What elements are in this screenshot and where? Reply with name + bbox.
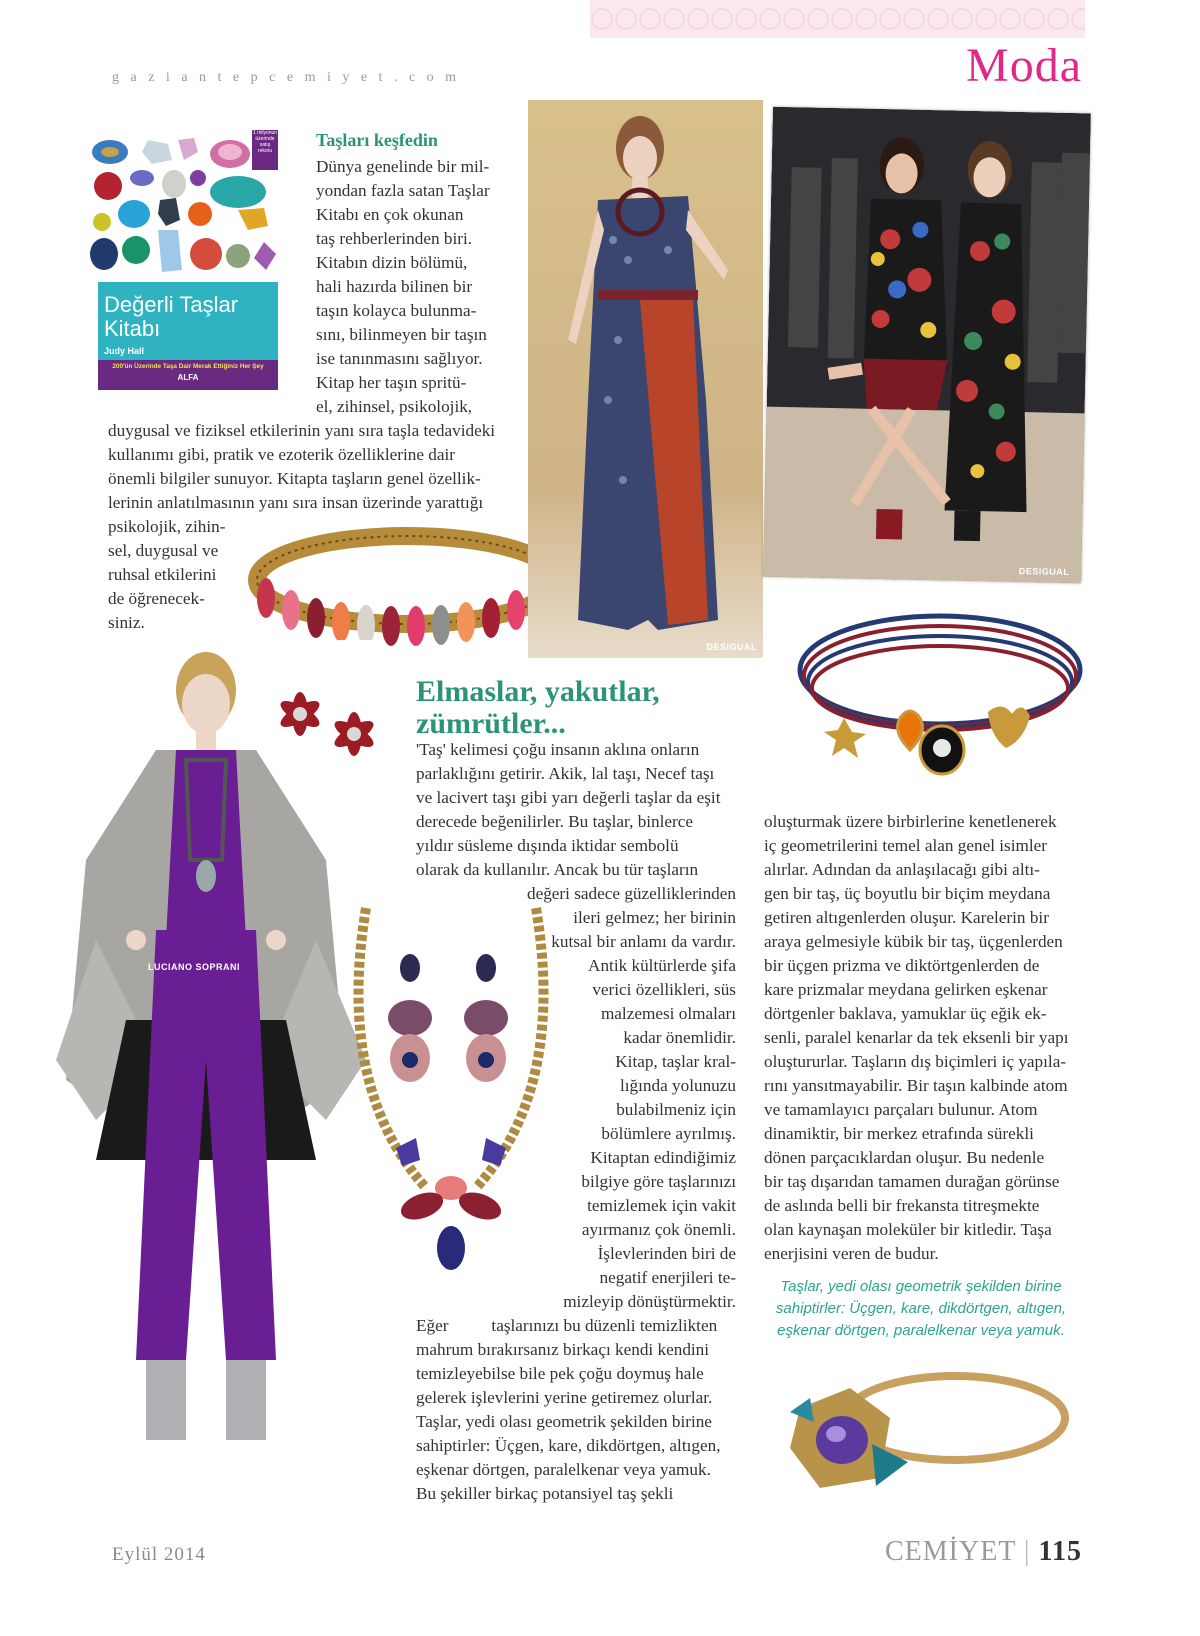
site-url: gaziantepcemiyet.com	[112, 70, 468, 85]
footer-brand-block	[885, 1536, 1082, 1568]
text-line: lerinin anlatılmasının yanı sıra insan üzerinde yarattığı	[108, 493, 484, 512]
text-line: bilgiye göre taşlarınızı	[581, 1172, 736, 1191]
text-line: lığında yolunuzu	[620, 1076, 736, 1095]
article2-col1-top	[416, 738, 736, 882]
runway-photo-1	[528, 100, 763, 658]
text-line: enerjisini veren de budur.	[764, 1244, 939, 1263]
text-line: de öğrenecek-	[108, 589, 205, 608]
text-line: Dünya genelinde bir mil-	[316, 157, 490, 176]
text-line: kutsal bir anlamı da vardır.	[551, 932, 736, 951]
text-line: taşın kolayca bulunma-	[316, 301, 477, 320]
pull-quote-line: Taşlar, yedi olası geometrik şekilden birine	[780, 1278, 1062, 1295]
text-line: malzemesi olmaları	[600, 1004, 736, 1023]
text-line: dinamiktir, bir merkez etrafında sürekli	[764, 1124, 1034, 1143]
text-line: değeri sadece güzelliklerinden	[526, 884, 736, 903]
text-line: Kitap, taşlar kral-	[615, 1052, 736, 1071]
text-line: olarak da kullanılır. Ancak bu tür taşların	[416, 860, 699, 879]
text-line: duygusal ve fiziksel etkilerinin yanı sıra taşla tedavideki	[108, 421, 496, 440]
text-line: de aslında belli bir frekansta titreşmekte	[764, 1196, 1040, 1215]
text-line: ise tanınmasını sağlıyor.	[316, 349, 483, 368]
text-line: temizlemek için vakit	[587, 1196, 736, 1215]
article2-heading-line1: Elmaslar, yakutlar,	[416, 675, 660, 708]
text-line: önemli bilgiler sunuyor. Kitapta taşların genel özellik-	[108, 469, 481, 488]
text-line: araya gelmesiyle kübik bir taş, üçgenlerden	[764, 932, 1063, 951]
text-line: bir taş dışarıdan tamamen durağan görünse	[764, 1172, 1060, 1191]
text-line: gelerek işlevlerini yerine getiremez olurlar.	[416, 1388, 713, 1407]
article2-heading-line2: zümrütler...	[416, 707, 566, 740]
text-line: mizleyip dönüştürmektir.	[563, 1292, 736, 1311]
text-line: ayırmanız çok önemli.	[581, 1220, 736, 1239]
text-line: el, zihinsel, psikolojik,	[316, 397, 473, 416]
text-line: dönen parçacıklardan oluşur. Bu nedenle	[764, 1148, 1045, 1167]
text-line: mahrum bırakırsanız birkaçı kendi kendini	[416, 1340, 710, 1359]
text-line: kadar önemlidir.	[623, 1028, 736, 1047]
page-number: 115	[1038, 1536, 1082, 1567]
text-line: rını yansıtmayabilir. Bir taşın kalbinde atom	[764, 1076, 1068, 1095]
text-line: Antik kültürlerde şifa	[588, 956, 736, 975]
article1-text-narrow-bottom	[108, 515, 238, 635]
text-line: ruhsal etkilerini	[108, 565, 217, 584]
text-line: taş rehberlerinden biri.	[316, 229, 473, 248]
text-line: Kitaptan edindiğimiz	[590, 1148, 736, 1167]
flower-earrings-image	[258, 668, 398, 783]
book-title-panel	[98, 282, 278, 390]
cord-bracelet-image	[792, 600, 1087, 785]
article1-heading: Taşları keşfedin	[316, 130, 438, 150]
text-line: sel, duygusal ve	[108, 541, 219, 560]
text-line: yondan fazla satan Taşlar	[316, 181, 490, 200]
photo-credit-2: DESIGUAL	[1018, 565, 1070, 578]
text-line: İşlevlerinden biri de	[597, 1244, 736, 1263]
book-cover	[88, 130, 278, 390]
article1-text-wide	[108, 419, 528, 515]
article2-col2	[764, 810, 1094, 1266]
ring-image	[780, 1358, 1080, 1508]
section-title: Moda	[966, 39, 1082, 92]
book-badge-text: 1 milyonun üzerinde satış rekoru	[252, 130, 278, 154]
text-line: siniz.	[108, 613, 145, 632]
text-line: senli, paralel kenarlar da tek eksenli bir yapı	[764, 1028, 1069, 1047]
text-line: Kitabın dizin bölümü,	[316, 253, 468, 272]
text-line: derecede beğenilirler. Bu taşlar, binlerce	[416, 812, 694, 831]
book-subtitle-bar	[98, 360, 278, 390]
book-subtitle: 200'ün Üzerinde Taşa Dair Merak Ettiğiniz Her Şey	[112, 363, 264, 370]
pull-quote-line: sahiptirler: Üçgen, kare, dikdörtgen, altıgen,	[775, 1300, 1067, 1317]
text-line: Kitabı en çok okunan	[316, 205, 464, 224]
article2-heading	[416, 676, 660, 740]
text-line: 'Taş' kelimesi çoğu insanın aklına onların	[416, 740, 700, 759]
text-line: Bu şekiller birkaç potansiyel taş şekli	[416, 1484, 674, 1503]
text-line: ve tamamlayıcı parçaları bulunur. Atom	[764, 1100, 1038, 1119]
text-line: eşkenar dörtgen, paralelkenar veya yamuk.	[416, 1460, 711, 1479]
text-line: hali hazırda bilinen bir	[316, 277, 473, 296]
book-author: Judy Hall	[104, 346, 145, 356]
text-line: ileri gelmez; her birinin	[573, 908, 736, 927]
article2-col1-bottom	[416, 1314, 736, 1506]
pull-quote-line: eşkenar dörtgen, paralelkenar veya yamuk.	[777, 1322, 1065, 1339]
runway-photo-2	[763, 107, 1091, 584]
text-line: iç geometrilerini temel alan genel isimler	[764, 836, 1048, 855]
text-line: olan kaynaşan moleküler bir kitledir. Taşa	[764, 1220, 1052, 1239]
book-publisher: ALFA	[177, 373, 199, 382]
header-pattern	[590, 0, 1085, 38]
text-line: Eğer taşlarınızı bu düzenli temizlikten	[416, 1316, 718, 1335]
book-title-line2: Kitabı	[104, 316, 161, 341]
text-line: psikolojik, zihin-	[108, 517, 226, 536]
text-line: bölümlere ayrılmış.	[601, 1124, 736, 1143]
gemstones-image	[88, 130, 278, 282]
text-line: temizleyebilse bile pek çoğu doymuş hale	[416, 1364, 704, 1383]
article2-col1-wrap	[416, 882, 736, 1314]
footer-date: Eylül 2014	[112, 1544, 206, 1565]
text-line: getiren altıgenlerden oluşur. Karelerin bir	[764, 908, 1049, 927]
gem-bracelet-image	[246, 520, 568, 648]
text-line: Taşlar, yedi olası geometrik şekilden birine	[416, 1412, 712, 1431]
text-line: kare prizmalar meydana gelirken eşkenar	[764, 980, 1048, 999]
footer-separator: |	[1023, 1536, 1031, 1567]
text-line: kullanımı gibi, pratik ve ezoterik özelliklerine dair	[108, 445, 455, 464]
model-credit: LUCIANO SOPRANI	[148, 962, 241, 972]
text-line: bir üçgen prizma ve diktörtgenlerden de	[764, 956, 1040, 975]
footer-brand: CEMİYET	[885, 1536, 1016, 1567]
book-title-line1: Değerli Taşlar	[104, 292, 239, 317]
text-line: bulabilmeniz için	[616, 1100, 736, 1119]
text-line: alırlar. Adından da anlaşılacağı gibi altı-	[764, 860, 1040, 879]
pull-quote	[756, 1276, 1086, 1342]
photo-credit-1: DESIGUAL	[706, 642, 757, 652]
text-line: parlaklığını getirir. Akik, lal taşı, Necef taşı	[416, 764, 715, 783]
text-line: oluşturmak üzere birbirlerine kenetlenerek	[764, 812, 1057, 831]
text-line: sahiptirler: Üçgen, kare, dikdörtgen, altıgen,	[416, 1436, 721, 1455]
text-line: sını, bilinmeyen bir taşın	[316, 325, 487, 344]
article1-text-narrow-top	[316, 155, 516, 419]
text-line: dörtgenler baklava, yamuklar üç eğik ek-	[764, 1004, 1047, 1023]
text-line: verici özellikleri, süs	[592, 980, 736, 999]
text-line: ve lacivert taşı gibi yarı değerli taşlar da eşit	[416, 788, 721, 807]
text-line: negatif enerjileri te-	[599, 1268, 736, 1287]
text-line: gen bir taş, üç boyutlu bir biçim meydana	[764, 884, 1051, 903]
book-badge	[252, 130, 278, 170]
text-line: oluştururlar. Taşların dış biçimleri iç yapıla-	[764, 1052, 1067, 1071]
text-line: yıldır süsleme dışında iktidar sembolü	[416, 836, 679, 855]
text-line: Kitap her taşın spritü-	[316, 373, 467, 392]
